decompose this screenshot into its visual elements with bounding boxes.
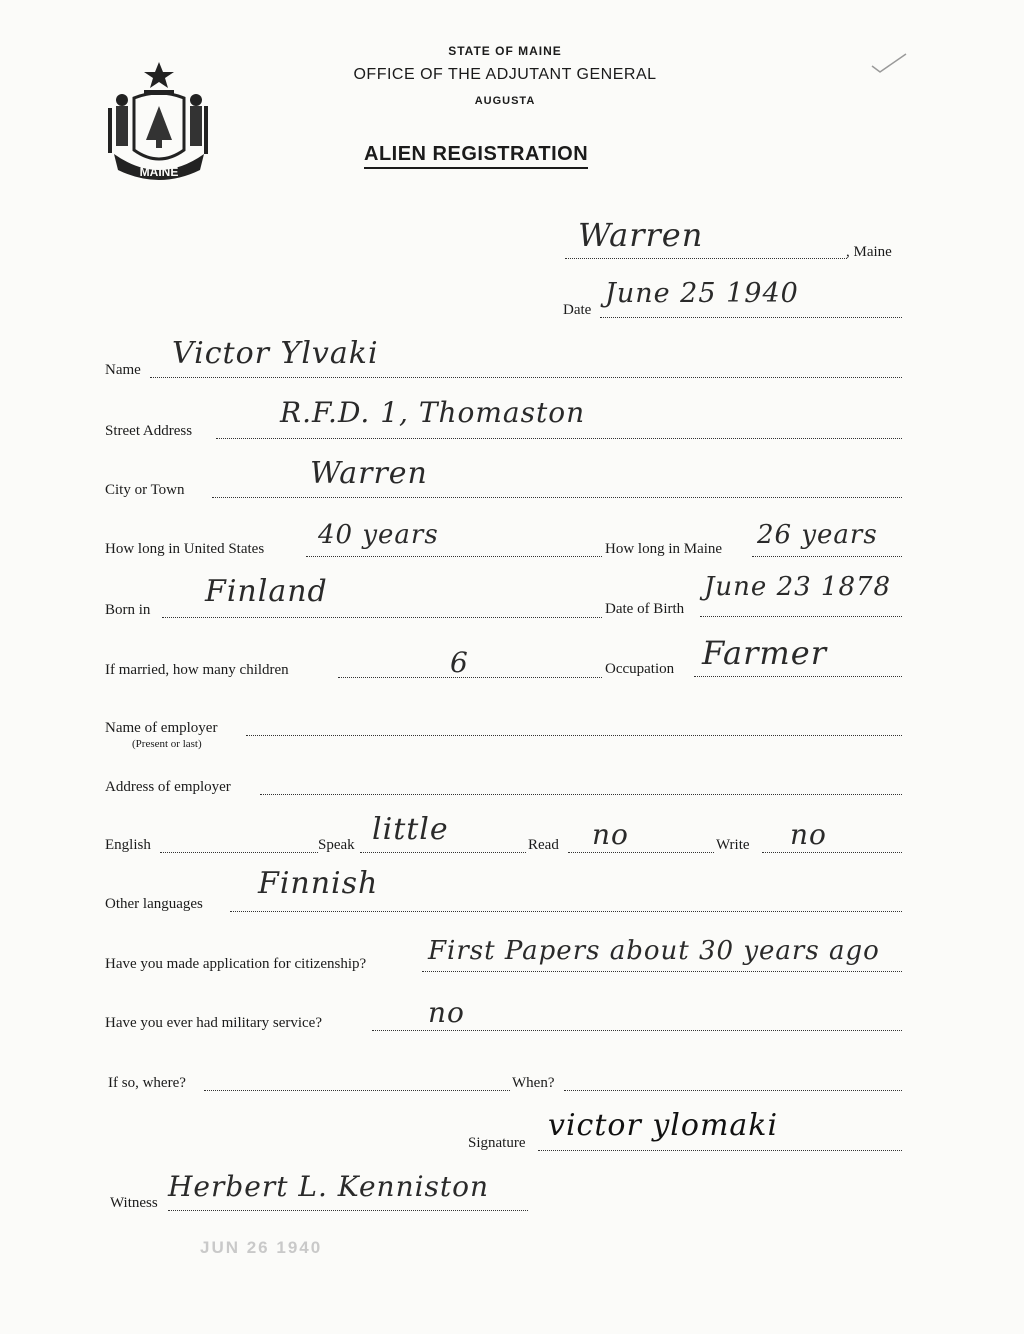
signature-value[interactable]: victor ylomaki	[548, 1108, 779, 1143]
signature-line	[538, 1150, 902, 1151]
where-line	[204, 1090, 510, 1091]
read-value[interactable]: no	[592, 818, 629, 851]
how-long-us-value[interactable]: 40 years	[318, 520, 439, 550]
occupation-value[interactable]: Farmer	[702, 634, 827, 672]
witness-line	[168, 1210, 528, 1211]
employer-label: Name of employer	[105, 720, 218, 736]
employer-address-line	[260, 794, 902, 795]
speak-value[interactable]: little	[372, 812, 449, 847]
english-line	[160, 852, 318, 853]
date-value[interactable]: June 25 1940	[605, 278, 799, 309]
state-heading: STATE OF MAINE	[448, 44, 562, 58]
other-languages-line	[230, 911, 902, 912]
how-long-us-line	[306, 556, 602, 557]
citizenship-line	[422, 971, 902, 972]
how-long-maine-value[interactable]: 26 years	[757, 520, 878, 550]
write-label: Write	[716, 837, 750, 853]
dob-label: Date of Birth	[605, 601, 685, 617]
write-line	[762, 852, 902, 853]
town-line	[565, 258, 847, 259]
street-line	[216, 438, 902, 439]
how-long-maine-line	[752, 556, 902, 557]
born-in-line	[162, 617, 602, 618]
children-line	[338, 677, 602, 678]
dob-value[interactable]: June 23 1878	[704, 572, 892, 602]
signature-label: Signature	[468, 1135, 526, 1151]
employer-line	[246, 735, 902, 736]
name-value[interactable]: Victor Ylvaki	[172, 336, 379, 371]
maine-state-seal	[104, 58, 214, 188]
dob-line	[700, 616, 902, 617]
witness-label: Witness	[110, 1195, 158, 1211]
military-line	[372, 1030, 902, 1031]
street-label: Street Address	[105, 423, 193, 439]
other-languages-label: Other languages	[105, 896, 203, 912]
speak-label: Speak	[318, 837, 355, 853]
city-value[interactable]: Warren	[310, 456, 428, 491]
received-stamp: JUN 26 1940	[200, 1238, 323, 1257]
other-languages-value[interactable]: Finnish	[258, 866, 379, 901]
how-long-us-label: How long in United States	[105, 541, 265, 557]
born-in-value[interactable]: Finland	[205, 574, 328, 609]
city-label: City or Town	[105, 482, 185, 498]
when-line	[564, 1090, 902, 1091]
svg-text:MAINE: MAINE	[139, 165, 179, 179]
read-label: Read	[528, 837, 559, 853]
maine-label: , Maine	[846, 244, 892, 260]
if-so-where-label: If so, where?	[108, 1075, 186, 1091]
children-value[interactable]: 6	[450, 646, 469, 679]
born-in-label: Born in	[105, 602, 151, 618]
street-value[interactable]: R.F.D. 1, Thomaston	[280, 396, 586, 429]
form-title: ALIEN REGISTRATION	[364, 143, 588, 169]
date-line	[600, 317, 902, 318]
city-line	[212, 497, 902, 498]
employer-address-label: Address of employer	[105, 779, 231, 795]
name-line	[150, 377, 902, 378]
english-label: English	[105, 837, 151, 853]
citizenship-label: Have you made application for citizenship?	[105, 956, 367, 972]
children-label: If married, how many children	[105, 662, 289, 678]
town-value[interactable]: Warren	[578, 216, 704, 254]
office-heading: OFFICE OF THE ADJUTANT GENERAL	[353, 66, 657, 83]
date-label: Date	[563, 302, 592, 318]
employer-sublabel: (Present or last)	[132, 738, 202, 750]
checkmark-icon	[870, 52, 910, 78]
occupation-label: Occupation	[605, 661, 675, 677]
speak-line	[360, 852, 526, 853]
occupation-line	[694, 676, 902, 677]
write-value[interactable]: no	[790, 818, 827, 851]
name-label: Name	[105, 362, 141, 378]
citizenship-value[interactable]: First Papers about 30 years ago	[428, 936, 880, 966]
city-heading: AUGUSTA	[474, 95, 536, 107]
witness-value[interactable]: Herbert L. Kenniston	[168, 1170, 490, 1203]
military-value[interactable]: no	[428, 996, 465, 1029]
military-label: Have you ever had military service?	[105, 1015, 322, 1031]
read-line	[568, 852, 714, 853]
how-long-maine-label: How long in Maine	[605, 541, 723, 557]
when-label: When?	[512, 1075, 555, 1091]
